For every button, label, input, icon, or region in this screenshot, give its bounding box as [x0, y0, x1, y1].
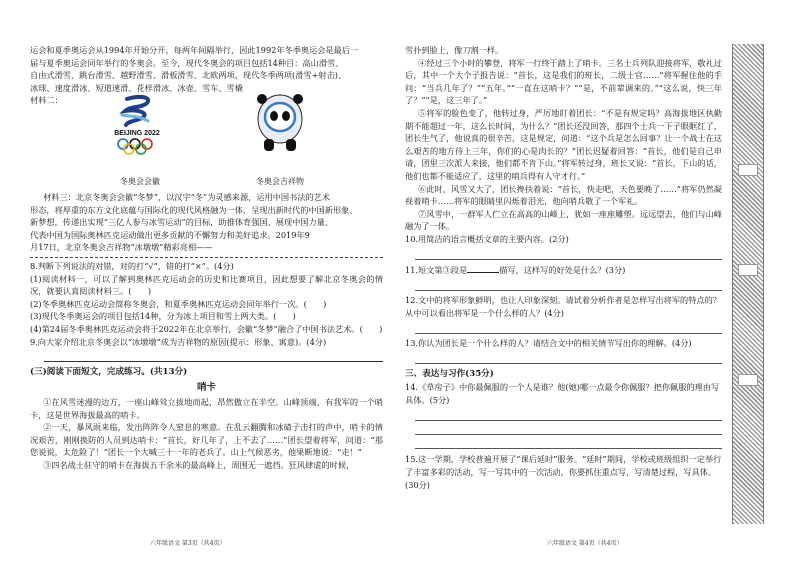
story-paragraph: 雪扑到脸上，像刀割一样。 [405, 45, 504, 55]
text-line: 新梦想，传递出实现“三亿人参与冰雪运动”的目标，助推体育强国、展现中国力量、 [30, 217, 334, 228]
q8-stem: 8.判断下列说法的对错，对的打“√”，错的打“×”。(4分) [30, 260, 234, 271]
story-title: 哨卡 [196, 382, 216, 394]
question-8 [30, 260, 383, 336]
story-body [30, 396, 383, 472]
q11-suffix: 描写，这样写的好处是什么？(3分) [499, 264, 626, 275]
question-9: 9.向大家介绍北京冬奥会以“冰墩墩”成为吉祥物的原因(提示：形象、寓意)。(4分) [30, 336, 327, 347]
story-paragraph: ⑤将军的脸色变了，他转过身，严厉地盯着团长：“不是有规定吗？高海拔地区执勤期不能超过一年，这么长时间，为什么？”团长还没回答，那四个士兵一下子眼眶红了，团长生气了，他说真的很辛苦，这是规定，问道：“这个兵是怎么回事？让一个战士在这么艰苦的地方待上三年，你们的心是肉长的？”团长迟疑着回答：“首长，他们是自己申请，团里三次派人来接，他们都不肯下山。”将军转过身，班长又说：“首长，下山的话，他们也都不能适应了，这里的哨兵得有人守才行。” [405, 107, 722, 181]
intro-paragraph [30, 44, 383, 94]
answer-line[interactable] [415, 320, 722, 334]
q11-blank[interactable] [467, 263, 499, 273]
question-13: 13.你认为团长是一个什么样的人？请结合文中的相关情节写出你的理解。(4分) [405, 337, 692, 348]
text-line: 月17日，北京冬奥会吉祥物“冰墩墩”精彩亮相—— [30, 242, 213, 253]
section-3-heading: (三)阅读下面短文，完成练习。(共13分) [30, 367, 188, 378]
q11-prefix: 11.短文第③段是 [405, 264, 468, 275]
emblem-caption: 冬奥会会徽 [120, 176, 160, 186]
winter-dream-emblem-icon [92, 93, 182, 155]
answer-line[interactable] [415, 421, 722, 435]
answer-line[interactable] [415, 350, 722, 364]
question-12: 12.文中的将军形象鲜明，也让人印象深刻。请试着分析作者是怎样写出将军的特点的？从中可以看出将军是一个什么样的人？(4分) [405, 294, 721, 318]
material3-paragraph [30, 191, 383, 254]
answer-line[interactable] [415, 407, 722, 421]
question-15: 15.这一学期，学校普遍开展了“课后延时”服务。“延时”期间，学校或班级组织一定举行了丰富多彩的活动，写一写其中的一次活动，你要抓住重点写，写清楚过程，写具体。(30分) [405, 453, 722, 490]
mascot-caption: 冬奥会吉祥物 [256, 176, 304, 186]
text-line: 材料三：北京冬奥会会徽“冬梦”，以汉字“冬”为灵感来源，运用中国书法的艺术 [43, 191, 331, 202]
q8-item: (2)冬季奥林匹克运动会简称冬奥会，和夏季奥林匹克运动会同年举行一次。( ) [30, 298, 327, 309]
story-paragraph: ①在风雪迷漫的边方，一座山峰耸立拔地而起，昂然傲立在半空。山峰顶端，有我军的一个哨卡，这是世界海拔最高的哨卡。 [30, 397, 383, 420]
text-line: 届与夏季奥运会同年举行的冬奥会。至今，现代冬奥会的项目包括14种目：高山滑雪、 [30, 57, 344, 68]
binding-mark [738, 164, 758, 176]
section-expression-heading: 三、表达与习作(35分) [405, 368, 494, 379]
q8-item: (4)第24届冬季奥林匹克运动会将于2022年在北京举行，会徽“冬梦”融合了中国书法艺术。( ) [30, 323, 383, 334]
answer-line[interactable] [415, 277, 722, 291]
page-footer: 六年级语文 第3页（共4页） [150, 540, 226, 547]
story-paragraph: ③四名战士驻守的哨卡在海拔五千余米的最高峰上，周围无一遮挡。狂风肆虐的时候， [43, 460, 355, 471]
story-paragraph: ⑥此时，风雪又大了，团长搀扶着说：“首长，快走吧，天色要晚了……”将军仍然凝视着哨卡……将军的眼睛里闪烁着泪光，他向哨兵敬了一个军礼。 [405, 183, 722, 207]
material2-label: 材料二： [30, 95, 63, 106]
binding-mark [738, 264, 758, 276]
text-line: 运会和夏季奥运会从1994年开始分开，每两年间隔举行，因此1992年冬季奥运会是最后一 [30, 45, 359, 55]
emblem-figure [70, 107, 210, 185]
material2-images [70, 107, 383, 185]
text-line: 形态，将厚重的东方文化底蕴与国际化的现代风格融为一体，呈现出新时代的中国新形象、 [30, 204, 358, 215]
text-line: 冰球、速度滑冰、短道速滑、花样滑冰、冰壶、雪车、雪橇 [30, 82, 243, 93]
story-paragraph: ⑦风雪中，一群军人伫立在高高的山峰上，犹如一座座雕塑。远远望去，他们与山峰融为了一体。 [405, 208, 722, 232]
page-footer: 六年级语文 第4页（共4页） [547, 540, 623, 547]
text-line: 代表中国为国际奥林匹克运动做出更多贡献的不懈努力和美好追求。2019年9 [30, 229, 310, 240]
q8-item: (3)现代冬季奥运会的项目包括14种，分为冰上项目和雪上两大类。( ) [30, 311, 296, 322]
answer-line[interactable] [415, 246, 722, 260]
question-11 [405, 263, 722, 277]
answer-line[interactable] [44, 348, 383, 362]
binding-margin-strip [732, 44, 764, 524]
svg-text:BEIJING 2022: BEIJING 2022 [114, 129, 160, 137]
page-4 [397, 0, 730, 561]
question-10: 10.用简洁的语言概括文章的主要内容。(2分) [405, 233, 569, 244]
story-paragraph: ②一天，暴风雨来临，发出阵阵令人窒息的寒意。在乱云翻腾和冰碴子击打的声中，哨卡的情况艰苦，刚刚换防的人员到达哨卡：“首长，好几年了，上不去了……”团长望着将军，问道：“那您说说，太危险了！”团长一个大喊三十一年的老兵了。山上气候恶劣，他果断地说：“走！” [30, 422, 383, 458]
text-line: 自由式滑雪、跳台滑雪、越野滑雪、滑板滑雪、北欧两项、现代冬季两项(滑雪+射击)、 [30, 70, 347, 81]
answer-line[interactable] [415, 435, 722, 449]
divider [30, 257, 383, 258]
q8-item: (1)阅读材料一，可以了解到奥林匹克运动会的历史和比赛项目，因此想要了解北京冬奥会的情况，就要认真阅读材料三。( ) [30, 273, 383, 297]
binding-mark [738, 374, 758, 386]
bing-dwen-dwen-mascot-icon [250, 89, 310, 159]
question-14: 14.《草房子》中你最佩服的一个人是谁？他(她)哪一点最令你佩服？把你佩服的理由写具体。(5分) [405, 381, 720, 405]
mascot-figure [210, 107, 350, 185]
story-paragraph: ④经过三个小时的攀登，将军一行终于踏上了哨卡。三名士兵列队迎接将军，敬礼过后，其中一个大个子报告说：“首长，这是我们的班长，二级士官……”将军握住他的手问：“当兵几年了？”“五年。”“一直在这哨卡？”“是，不前辈调来的。”“这么说，快三年了？”“是，这三年了。” [405, 57, 722, 106]
story-continued [405, 44, 722, 233]
